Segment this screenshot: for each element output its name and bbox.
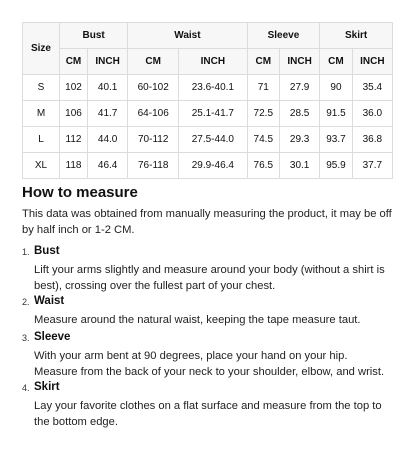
table-group-header-row xyxy=(23,23,393,49)
table-cell: 41.7 xyxy=(87,101,127,127)
step-description: Lay your favorite clothes on a flat surface and measure from the top to the bottom edge. xyxy=(34,400,382,428)
table-cell: 70-112 xyxy=(128,127,179,153)
table-cell: 64-106 xyxy=(128,101,179,127)
table-row xyxy=(23,75,393,101)
how-to-measure-heading: How to measure xyxy=(22,184,138,201)
table-cell: 91.5 xyxy=(320,101,352,127)
table-cell: 72.5 xyxy=(247,101,279,127)
table-cell: 76-118 xyxy=(128,153,179,179)
table-cell: 29.9-46.4 xyxy=(179,153,247,179)
table-cell: 27.9 xyxy=(279,75,319,101)
table-cell: 27.5-44.0 xyxy=(179,127,247,153)
table-cell: 60-102 xyxy=(128,75,179,101)
table-cell: 25.1-41.7 xyxy=(179,101,247,127)
intro-text: This data was obtained from manually measuring the product, it may be off by half inch or 1-2 CM. xyxy=(22,208,392,236)
unit-header: CM xyxy=(60,49,88,75)
unit-header: CM xyxy=(128,49,179,75)
table-cell: 29.3 xyxy=(279,127,319,153)
group-header-waist: Waist xyxy=(128,23,247,49)
size-cell: S xyxy=(23,75,60,101)
step-title: Skirt xyxy=(34,381,60,393)
step-number: 1. xyxy=(22,247,30,257)
step-title: Waist xyxy=(34,295,65,307)
step-description: Measure around the natural waist, keeping the tape measure taut. xyxy=(34,314,361,326)
size-chart-table xyxy=(22,22,393,179)
table-cell: 44.0 xyxy=(87,127,127,153)
table-cell: 95.9 xyxy=(320,153,352,179)
table-row xyxy=(23,101,393,127)
unit-header: INCH xyxy=(279,49,319,75)
table-row xyxy=(23,153,393,179)
size-cell: M xyxy=(23,101,60,127)
table-cell: 112 xyxy=(60,127,88,153)
group-header-bust: Bust xyxy=(60,23,128,49)
step-number: 4. xyxy=(22,383,30,393)
step-title: Sleeve xyxy=(34,331,71,343)
table-cell: 118 xyxy=(60,153,88,179)
step-description: Lift your arms slightly and measure around your body (without a shirt is best), crossing over the fullest part of your chest. xyxy=(34,264,385,292)
table-cell: 35.4 xyxy=(352,75,392,101)
step-description: With your arm bent at 90 degrees, place your hand on your hip. Measure from the back of your neck to your shoulder, elbow, and wrist. xyxy=(34,350,385,378)
step-number: 2. xyxy=(22,297,30,307)
group-header-sleeve: Sleeve xyxy=(247,23,320,49)
unit-header: INCH xyxy=(352,49,392,75)
table-cell: 90 xyxy=(320,75,352,101)
table-cell: 93.7 xyxy=(320,127,352,153)
size-cell: XL xyxy=(23,153,60,179)
table-unit-header-row xyxy=(23,49,393,75)
unit-header: CM xyxy=(320,49,352,75)
table-cell: 28.5 xyxy=(279,101,319,127)
unit-header: INCH xyxy=(179,49,247,75)
table-cell: 106 xyxy=(60,101,88,127)
table-cell: 23.6-40.1 xyxy=(179,75,247,101)
unit-header: CM xyxy=(247,49,279,75)
table-cell: 37.7 xyxy=(352,153,392,179)
step-title: Bust xyxy=(34,245,60,257)
table-cell: 76.5 xyxy=(247,153,279,179)
table-cell: 36.8 xyxy=(352,127,392,153)
table-cell: 102 xyxy=(60,75,88,101)
table-cell: 36.0 xyxy=(352,101,392,127)
step-number: 3. xyxy=(22,333,30,343)
size-column-header: Size xyxy=(23,23,60,75)
table-cell: 71 xyxy=(247,75,279,101)
size-cell: L xyxy=(23,127,60,153)
table-cell: 46.4 xyxy=(87,153,127,179)
table-cell: 30.1 xyxy=(279,153,319,179)
table-cell: 74.5 xyxy=(247,127,279,153)
table-row xyxy=(23,127,393,153)
unit-header: INCH xyxy=(87,49,127,75)
table-cell: 40.1 xyxy=(87,75,127,101)
group-header-skirt: Skirt xyxy=(320,23,393,49)
